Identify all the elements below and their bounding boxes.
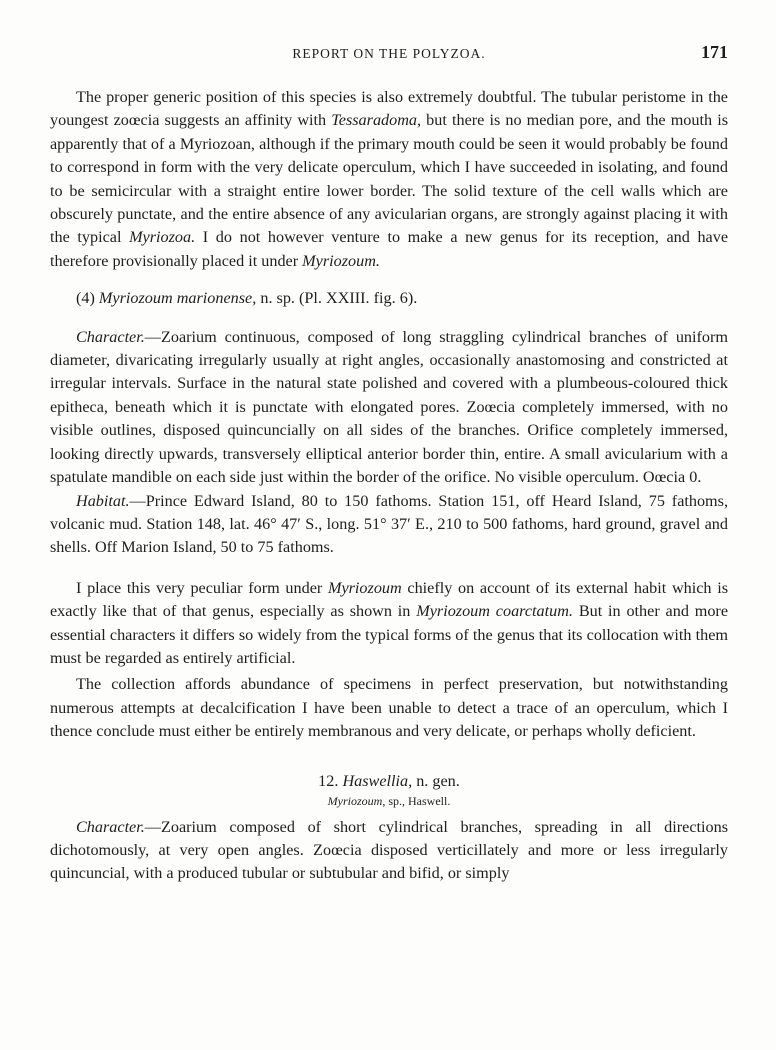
paragraph-collection: The collection affords abundance of specimens in perfect preservation, but notwithstanding numerous attempts at decalcification I have been unable to detect a trace of an operculum, which I thence conclude must either be entirely membranous and very delicate, or perhaps wholly deficient. bbox=[50, 675, 728, 741]
species-heading: (4) Myriozoum marionense, n. sp. (Pl. XXIII. fig. 6). bbox=[76, 289, 418, 308]
genus-heading: 12. Haswellia, n. gen. bbox=[318, 771, 460, 790]
paragraph-peculiar-form: I place this very peculiar form under Myriozoum chiefly on account of its external habit which is exactly like that of that genus, especially as shown in Myriozoum coarctatum. But in other and more essential characters it differs so widely from the typical forms of the genus that its collocation with them must be regarded as entirely artificial. bbox=[50, 578, 729, 667]
paragraph-generic-position: The proper generic position of this species is also extremely doubtful. The tubular peristome in the youngest zoœcia suggests an affinity with Tessaradoma, but there is no median pore, and the mouth is apparently that of a Myriozoan, although if the primary mouth could be seen it would probably be found to correspond in form with the very delicate operculum, which I have succeeded in isolating, and found to be semicircular with a straight entire lower border. The solid texture of the cell walls which are obscurely punctate, and the entire absence of any avicularian organs, are strongly against placing it with the typical Myriozoa. I do not however venture to make a new genus for its reception, and have therefore provisionally placed it under Myriozoum. bbox=[50, 88, 728, 270]
page-number: 171 bbox=[701, 42, 728, 62]
species-character: Character.—Zoarium continuous, composed of long straggling cylindrical branches of uniform diameter, divaricating irregularly usually at right angles, occasionally anastomosing and constricted at irregular intervals. Surface in the natural state polished and covered with a plumbeous-coloured thick epitheca, beneath which it is punctate with elongated pores. Zoœcia completely immersed, with no visible outlines, disposed quincuncially on all sides of the branches. Orifice completely immersed, looking directly upwards, transversely elliptical anterior border thin, entire. A small avicularium with a spatulate mandible on each side just within the border of the orifice. No visible operculum. Oœcia 0. bbox=[50, 327, 728, 487]
species-habitat: Habitat.—Prince Edward Island, 80 to 150 fathoms. Station 151, off Heard Island, 75 fathoms, volcanic mud. Station 148, lat. 46° 47′ S., long. 51° 37′ E., 210 to 500 fathoms, hard ground, gravel and shells. Off Marion Island, 50 to 75 fathoms. bbox=[50, 491, 728, 557]
genus-synonym: Myriozoum, sp., Haswell. bbox=[327, 793, 451, 808]
genus-character: Character.—Zoarium composed of short cylindrical branches, spreading in all directions dichotomously, at very open angles. Zoœcia disposed verticillately and more or less irregularly quincuncial, with a produced tubular or subtubular and bifid, or simply bbox=[50, 817, 728, 883]
header-title: REPORT ON THE POLYZOA. bbox=[292, 46, 486, 61]
running-header bbox=[50, 42, 728, 66]
page-body bbox=[50, 86, 728, 886]
